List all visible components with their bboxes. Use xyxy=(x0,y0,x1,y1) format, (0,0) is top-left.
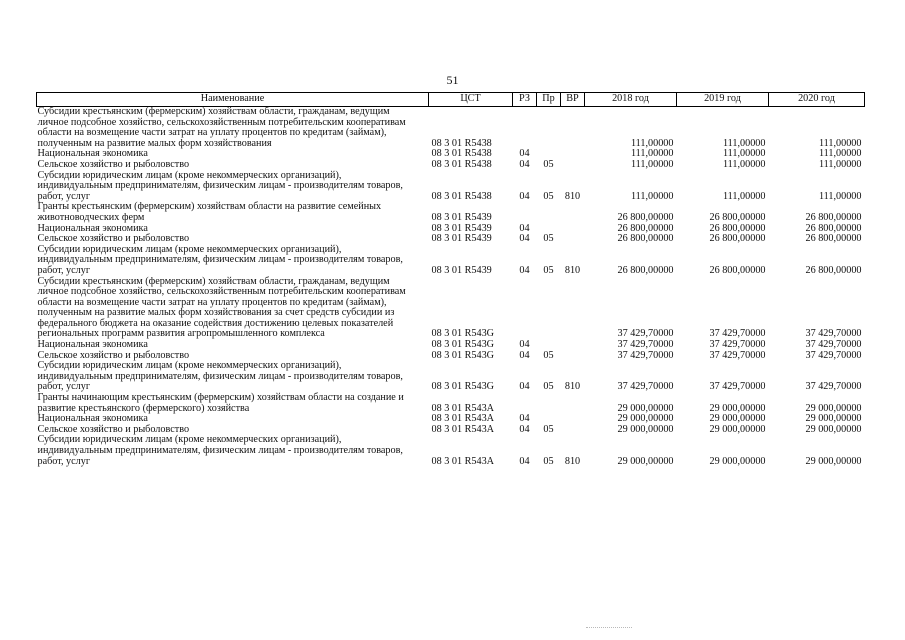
cell-2019: 26 800,00000 xyxy=(709,222,766,234)
cell-cst: 08 3 01 R5439 xyxy=(431,233,492,245)
cell-name: Сельское хозяйство и рыболовство xyxy=(37,233,190,245)
cell-2020: 29 000,00000 xyxy=(805,402,862,414)
cell-vr xyxy=(561,351,585,362)
header-2019: 2019 год xyxy=(677,93,769,107)
cell-rz: 04 xyxy=(519,423,530,435)
cell-2018: 29 000,00000 xyxy=(617,455,674,467)
cell-2018: 29 000,00000 xyxy=(617,402,674,414)
cell-2020: 26 800,00000 xyxy=(805,233,862,245)
cell-2018: 111,00000 xyxy=(630,158,674,170)
cell-2019: 29 000,00000 xyxy=(709,413,766,425)
table-body xyxy=(37,107,865,468)
table-row xyxy=(37,435,865,467)
cell-pr: 05 xyxy=(543,233,554,245)
cell-cst: 08 3 01 R5438 xyxy=(431,190,492,202)
cell-2020: 37 429,70000 xyxy=(805,349,862,361)
table-header xyxy=(37,93,865,107)
cell-name: Субсидии крестьянским (фермерским) хозяйствам области, гражданам, ведущим личное подсобное хозяйство, сельскохозяйственным потребительским кооперативам области на возмещение части затрат на уплату процентов по кредитам (займам), полученным на развитие малых форм хозяйствования xyxy=(37,106,406,149)
cell-cst: 08 3 01 R543A xyxy=(431,413,495,425)
cell-2018: 37 429,70000 xyxy=(617,349,674,361)
cell-2018: 26 800,00000 xyxy=(617,211,674,223)
cell-cst: 08 3 01 R543A xyxy=(431,402,495,414)
header-name: Наименование xyxy=(37,93,429,107)
cell-2020: 29 000,00000 xyxy=(805,413,862,425)
cell-name: Национальная экономика xyxy=(37,222,148,234)
cell-vr xyxy=(561,414,585,425)
cell-name: Гранты начинающим крестьянским (фермерским) хозяйствам области на создание и развитие крестьянского (фермерского) хозяйства xyxy=(37,392,404,414)
cell-2018: 111,00000 xyxy=(630,190,674,202)
cell-vr xyxy=(561,149,585,160)
cell-vr: 810 xyxy=(564,381,581,393)
cell-2019: 111,00000 xyxy=(722,190,766,202)
cell-cst: 08 3 01 R543A xyxy=(431,423,495,435)
cell-cst: 08 3 01 R5439 xyxy=(431,222,492,234)
cell-2019: 37 429,70000 xyxy=(709,349,766,361)
cell-name: Сельское хозяйство и рыболовство xyxy=(37,349,190,361)
cell-2020: 37 429,70000 xyxy=(805,339,862,351)
cell-name: Национальная экономика xyxy=(37,148,148,160)
cell-2020: 26 800,00000 xyxy=(805,211,862,223)
cell-rz xyxy=(513,202,537,223)
table-row xyxy=(37,171,865,203)
header-pr: Пр xyxy=(537,93,561,107)
cell-rz xyxy=(513,277,537,341)
cell-2020: 111,00000 xyxy=(818,148,862,160)
cell-2018: 111,00000 xyxy=(630,148,674,160)
cell-rz: 04 xyxy=(519,264,530,276)
cell-rz: 04 xyxy=(519,190,530,202)
cell-cst: 08 3 01 R543G xyxy=(431,349,495,361)
cell-2020: 29 000,00000 xyxy=(805,455,862,467)
cell-vr: 810 xyxy=(564,264,581,276)
cell-name: Национальная экономика xyxy=(37,339,148,351)
cell-2019: 111,00000 xyxy=(722,158,766,170)
cell-2019: 29 000,00000 xyxy=(709,423,766,435)
cell-2018: 37 429,70000 xyxy=(617,381,674,393)
cell-2019: 26 800,00000 xyxy=(709,211,766,223)
cell-vr xyxy=(561,393,585,414)
cell-name: Субсидии юридическим лицам (кроме некоммерческих организаций), индивидуальным предпринимателям, физическим лицам - производителям товаров, работ, услуг xyxy=(37,434,403,467)
cell-rz: 04 xyxy=(519,233,530,245)
cell-name: Субсидии юридическим лицам (кроме некоммерческих организаций), индивидуальным предпринимателям, физическим лицам - производителям товаров, работ, услуг xyxy=(37,169,403,202)
cell-rz: 04 xyxy=(519,413,530,425)
cell-2019: 37 429,70000 xyxy=(709,328,766,340)
cell-rz: 04 xyxy=(519,349,530,361)
cell-cst: 08 3 01 R543G xyxy=(431,339,495,351)
cell-vr xyxy=(561,277,585,341)
cell-rz xyxy=(513,393,537,414)
header-2020: 2020 год xyxy=(769,93,865,107)
scan-mark xyxy=(586,627,632,634)
cell-pr: 05 xyxy=(543,158,554,170)
cell-2020: 37 429,70000 xyxy=(805,381,862,393)
cell-rz: 04 xyxy=(519,339,530,351)
cell-2018: 29 000,00000 xyxy=(617,423,674,435)
cell-rz xyxy=(513,107,537,150)
cell-2019: 37 429,70000 xyxy=(709,381,766,393)
cell-vr xyxy=(561,234,585,245)
table-row xyxy=(37,361,865,393)
cell-pr xyxy=(537,107,561,150)
table-row xyxy=(37,393,865,414)
cell-2019: 111,00000 xyxy=(722,148,766,160)
table-row xyxy=(37,160,865,171)
cell-rz: 04 xyxy=(519,455,530,467)
cell-rz: 04 xyxy=(519,222,530,234)
cell-cst: 08 3 01 R5438 xyxy=(431,158,492,170)
cell-name: Субсидии юридическим лицам (кроме некоммерческих организаций), индивидуальным предпринимателям, физическим лицам - производителям товаров, работ, услуг xyxy=(37,243,403,276)
cell-2020: 111,00000 xyxy=(818,137,862,149)
cell-2018: 29 000,00000 xyxy=(617,413,674,425)
cell-2020: 37 429,70000 xyxy=(805,328,862,340)
header-row xyxy=(37,93,865,107)
cell-2018: 26 800,00000 xyxy=(617,233,674,245)
header-2018: 2018 год xyxy=(585,93,677,107)
cell-2018: 26 800,00000 xyxy=(617,222,674,234)
cell-cst: 08 3 01 R543G xyxy=(431,381,495,393)
cell-name: Субсидии крестьянским (фермерским) хозяйствам области, гражданам, ведущим личное подсобное хозяйство, сельскохозяйственным потребительским кооперативам области на возмещение части затрат на уплату процентов по кредитам (займам), полученным на развитие малых форм хозяйствования за счет средств субсидии из федерального бюджета на оказание содействия достижению целевых показателей региональных программ развития агропромышленного комплекса xyxy=(37,275,406,340)
header-rz: РЗ xyxy=(513,93,537,107)
cell-vr xyxy=(561,224,585,235)
cell-pr xyxy=(537,202,561,223)
cell-2018: 37 429,70000 xyxy=(617,328,674,340)
cell-rz: 04 xyxy=(519,158,530,170)
cell-vr xyxy=(561,340,585,351)
cell-2020: 111,00000 xyxy=(818,190,862,202)
cell-vr xyxy=(561,202,585,223)
header-vr: ВР xyxy=(561,93,585,107)
cell-pr: 05 xyxy=(543,190,554,202)
table-row xyxy=(37,245,865,277)
cell-pr: 05 xyxy=(543,381,554,393)
cell-name: Сельское хозяйство и рыболовство xyxy=(37,158,190,170)
cell-2019: 26 800,00000 xyxy=(709,233,766,245)
cell-pr: 05 xyxy=(543,455,554,467)
budget-table xyxy=(36,92,865,467)
cell-cst: 08 3 01 R543G xyxy=(431,328,495,340)
cell-2019: 29 000,00000 xyxy=(709,455,766,467)
cell-name: Сельское хозяйство и рыболовство xyxy=(37,423,190,435)
cell-cst: 08 3 01 R543A xyxy=(431,455,495,467)
cell-vr xyxy=(561,425,585,436)
cell-pr: 05 xyxy=(543,349,554,361)
cell-name: Национальная экономика xyxy=(37,413,148,425)
header-cst: ЦСТ xyxy=(429,93,513,107)
cell-pr xyxy=(537,393,561,414)
table-row xyxy=(37,202,865,223)
cell-name: Гранты крестьянским (фермерским) хозяйствам области на развитие семейных животноводческих ферм xyxy=(37,201,382,223)
cell-vr xyxy=(561,107,585,150)
cell-2020: 26 800,00000 xyxy=(805,222,862,234)
cell-pr: 05 xyxy=(543,264,554,276)
cell-pr xyxy=(537,277,561,341)
page-number: 51 xyxy=(446,73,459,87)
cell-2019: 26 800,00000 xyxy=(709,264,766,276)
cell-vr: 810 xyxy=(564,190,581,202)
cell-2018: 26 800,00000 xyxy=(617,264,674,276)
cell-vr xyxy=(561,160,585,171)
cell-2018: 111,00000 xyxy=(630,137,674,149)
table-row xyxy=(37,107,865,150)
cell-2019: 29 000,00000 xyxy=(709,402,766,414)
cell-2020: 26 800,00000 xyxy=(805,264,862,276)
cell-cst: 08 3 01 R5439 xyxy=(431,264,492,276)
cell-2019: 37 429,70000 xyxy=(709,339,766,351)
cell-2018: 37 429,70000 xyxy=(617,339,674,351)
cell-cst: 08 3 01 R5438 xyxy=(431,137,492,149)
cell-cst: 08 3 01 R5438 xyxy=(431,148,492,160)
cell-2019: 111,00000 xyxy=(722,137,766,149)
cell-rz: 04 xyxy=(519,148,530,160)
cell-pr: 05 xyxy=(543,423,554,435)
cell-vr: 810 xyxy=(564,455,581,467)
cell-cst: 08 3 01 R5439 xyxy=(431,211,492,223)
cell-2020: 111,00000 xyxy=(818,158,862,170)
cell-rz: 04 xyxy=(519,381,530,393)
table-row xyxy=(37,277,865,341)
cell-name: Субсидии юридическим лицам (кроме некоммерческих организаций), индивидуальным предпринимателям, физическим лицам - производителям товаров, работ, услуг xyxy=(37,360,403,393)
cell-2020: 29 000,00000 xyxy=(805,423,862,435)
